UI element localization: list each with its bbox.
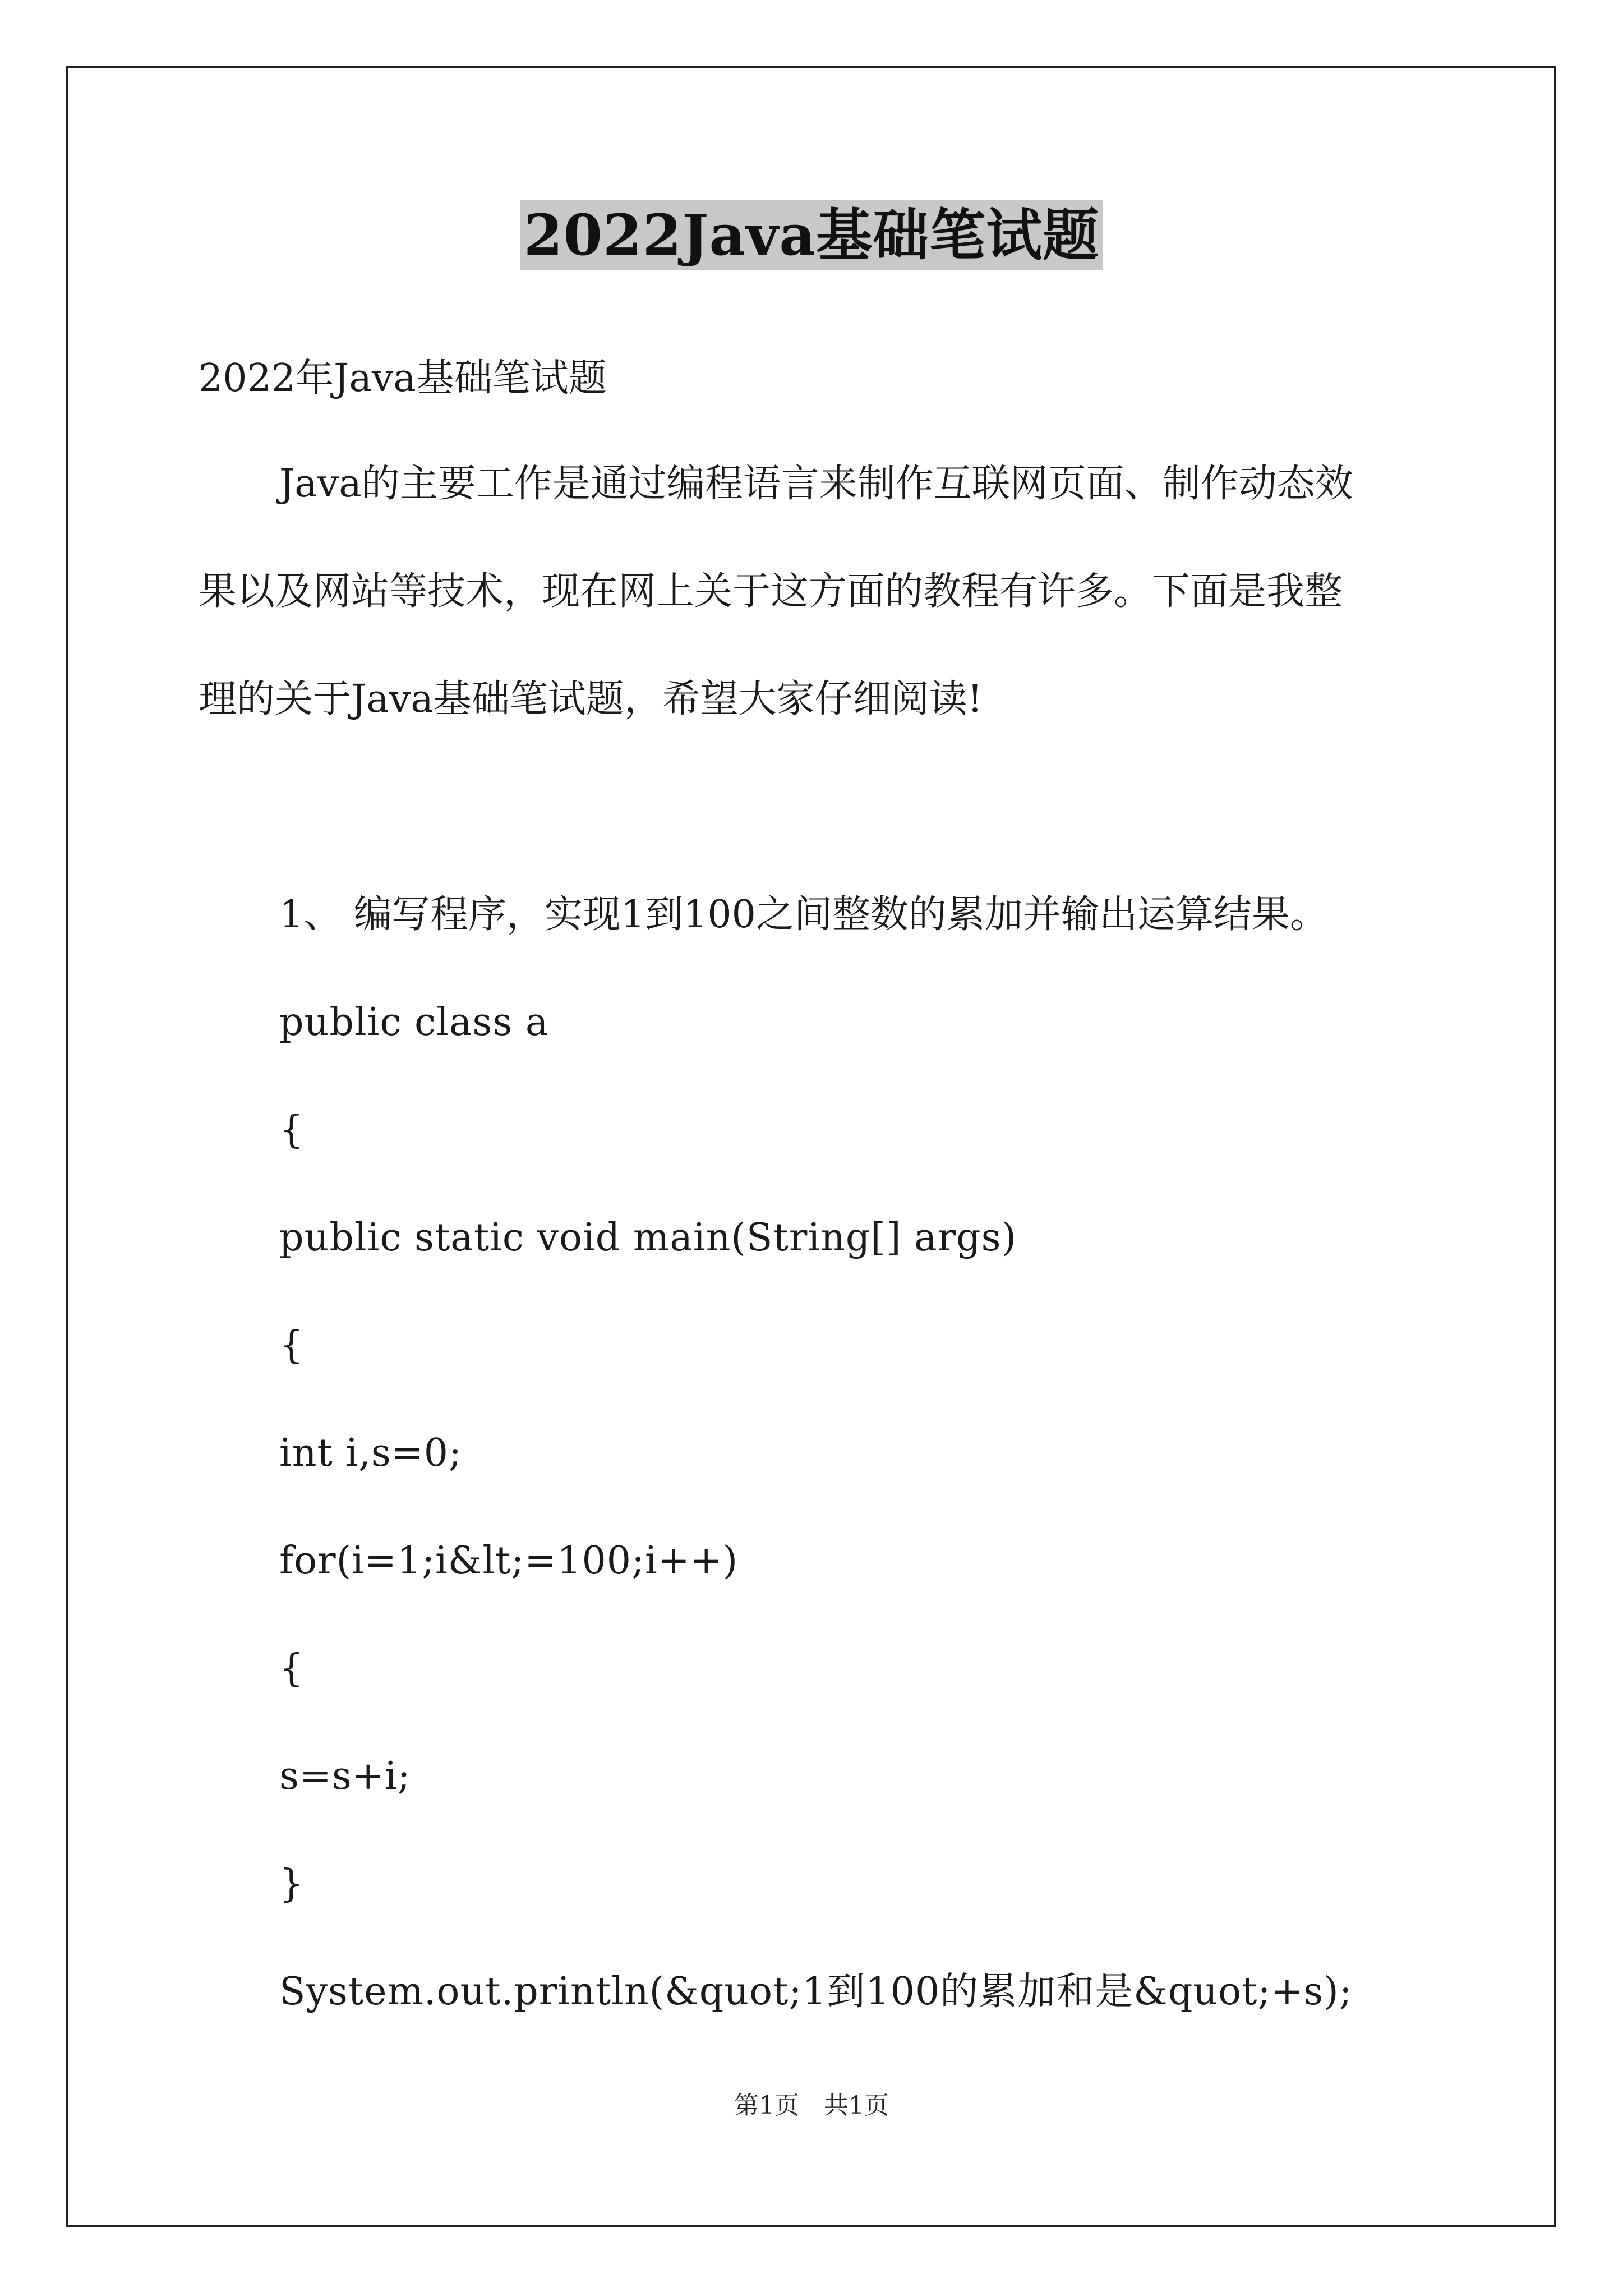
- code-line: s=s+i;: [279, 1754, 411, 1798]
- code-line: public class a: [279, 1000, 549, 1045]
- intro-line-1: Java的主要工作是通过编程语言来制作互联网页面、制作动态效: [279, 462, 1353, 506]
- document-subtitle: 2022年Java基础笔试题: [199, 356, 607, 401]
- code-line: {: [279, 1323, 305, 1368]
- code-line: {: [279, 1108, 305, 1152]
- code-line: System.out.println(&quot;1到100的累加和是&quot;+s);: [279, 1970, 1353, 2014]
- intro-line-3: 理的关于Java基础笔试题，希望大家仔细阅读!: [199, 677, 983, 721]
- code-line: }: [279, 1862, 305, 1906]
- intro-line-2: 果以及网站等技术，现在网上关于这方面的教程有许多。下面是我整: [199, 569, 1343, 614]
- question-1: 1、 编写程序，实现1到100之间整数的累加并输出运算结果。: [279, 892, 1328, 937]
- code-line: int i,s=0;: [279, 1431, 462, 1475]
- code-line: public static void main(String[] args): [279, 1216, 1017, 1260]
- document-title: 2022Java基础笔试题: [520, 200, 1103, 270]
- title-container: [0, 200, 1623, 270]
- code-line: {: [279, 1646, 305, 1691]
- page-number-footer: 第1页 共1页: [734, 2091, 889, 2120]
- code-line: for(i=1;i&lt;=100;i++): [279, 1539, 739, 1583]
